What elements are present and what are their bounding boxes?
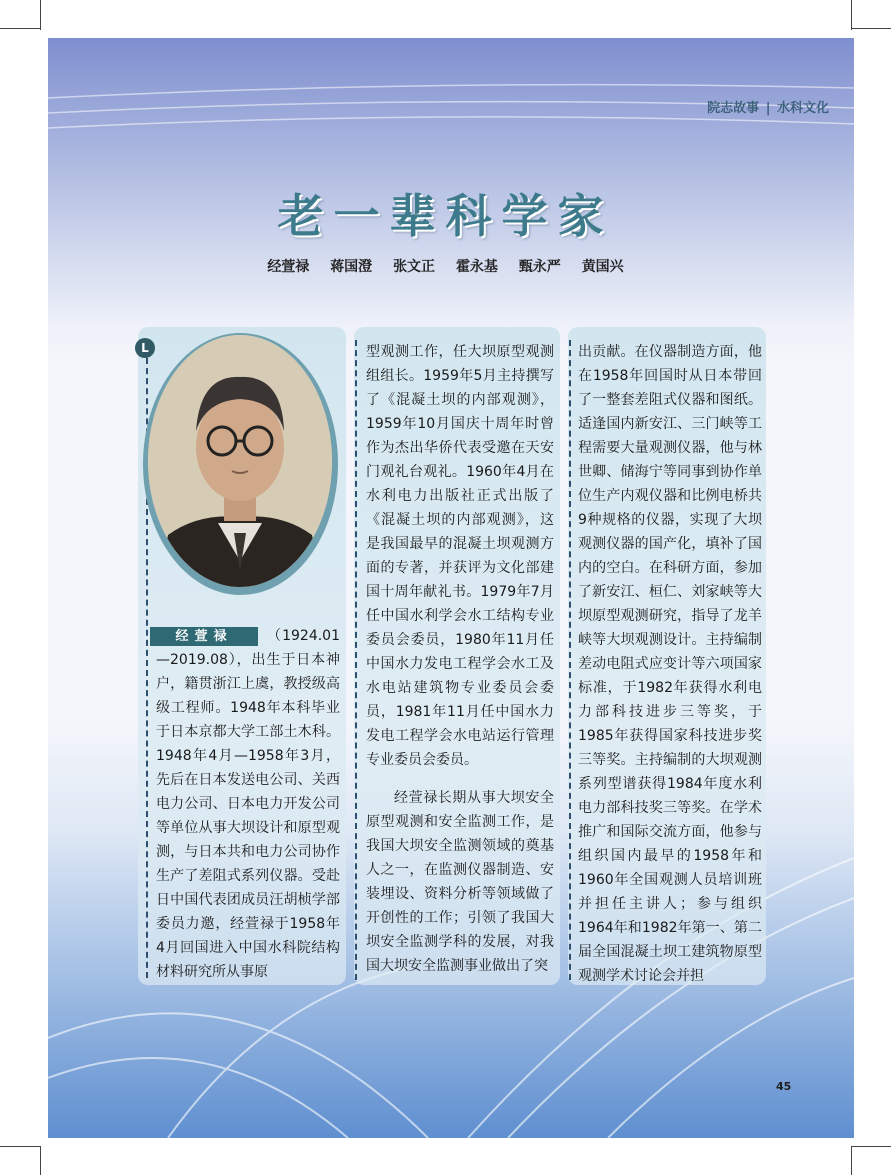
- scientist-name: 黄国兴: [581, 259, 624, 275]
- section-separator: |: [765, 101, 771, 116]
- portrait-photo: [148, 335, 332, 587]
- crop-mark: [0, 28, 40, 29]
- crop-mark: [0, 1146, 40, 1147]
- scientist-names: [0, 256, 891, 276]
- column-middle-text: [366, 340, 554, 978]
- scientist-name: 张文正: [393, 259, 436, 275]
- article-title: 老一辈科学家: [277, 189, 614, 243]
- crop-mark: [851, 28, 891, 29]
- person-name-bar: 经萱禄: [150, 627, 258, 646]
- intro-paragraph: （1924.01—2019.08），出生于日本神户，籍贯浙江上虞，教授级高级工程师。1948年本科毕业于日本京都大学工部土木科。1948年4月—1958年3月，先后在日本发送电公司、关西电力公司、日本电力开发公司等单位从事大坝设计和原型观测，与日本共和电力公司协作生产了差阻式系列仪器。受赴日中国代表团成员汪胡桢学部委员力邀，经萱禄于1958年4月回国进入中国水科院结构材料研究所从事原: [156, 628, 340, 980]
- crop-mark: [40, 1146, 41, 1175]
- crop-mark: [851, 0, 852, 30]
- column-right-text: [578, 340, 762, 988]
- crop-mark: [40, 0, 41, 30]
- section-label-left: 院志故事: [707, 101, 760, 116]
- scientist-name: 霍永基: [455, 259, 498, 275]
- crop-mark: [851, 1146, 891, 1147]
- column-dashed-line: [569, 340, 571, 980]
- paragraph: 出贡献。在仪器制造方面，他在1958年回国时从日本带回了一整套差阻式仪器和图纸。适逢国内新安江、三门峡等工程需要大量观测仪器，他与林世卿、储海宁等同事到协作单位生产内观仪器和比例电桥共9种规格的仪器，实现了大坝观测仪器的国产化，填补了国内的空白。在科研方面，参加了新安江、桓仁、刘家峡等大坝原型观测研究，指导了龙羊峡等大坝观测设计。主持编制差动电阻式应变计等六项国家标准，于1982年获得水利电力部科技进步三等奖，于1985年获得国家科技进步奖三等奖。主持编制的大坝观测系列型谱获得1984年度水利电力部科技奖三等奖。在学术推广和国际交流方面，他参与组织国内最早的1958年和1960年全国观测人员培训班并担任主讲人；参与组织1964年和1982年第一、第二届全国混凝土坝工建筑物原型观测学术讨论会并担: [578, 344, 762, 984]
- section-label: [707, 97, 829, 116]
- column-dashed-line: [355, 340, 357, 980]
- intro-text: [156, 624, 340, 984]
- scientist-name: 蒋国澄: [330, 259, 373, 275]
- scientist-name: 经萱禄: [267, 259, 310, 275]
- paragraph: 型观测工作，任大坝原型观测组组长。1959年5月主持撰写了《混凝土坝的内部观测》，1959年10月国庆十周年时曾作为杰出华侨代表受邀在天安门观礼台观礼。1960年4月在水利电力出版社正式出版了《混凝土坝的内部观测》，这是我国最早的混凝土坝观测方面的专著，并获评为文化部建国十周年献礼书。1979年7月任中国水利学会水工结构专业委员会委员，1980年11月任中国水力发电工程学会水工及水电站建筑物专业委员会委员，1981年11月任中国水力发电工程学会水电站运行管理专业委员会委员。: [366, 344, 554, 768]
- paragraph: 经萱禄长期从事大坝安全原型观测和安全监测工作，是我国大坝安全监测领域的奠基人之一，在监测仪器制造、安装埋设、资料分析等领域做了开创性的工作；引领了我国大坝安全监测学科的发展，对我国大坝安全监测事业做出了突: [366, 790, 554, 974]
- page-number: 45: [776, 1080, 792, 1093]
- section-label-right: 水科文化: [776, 101, 829, 116]
- crop-mark: [851, 1146, 852, 1175]
- scientist-name: 甄永严: [518, 259, 561, 275]
- section-marker-icon: L: [135, 338, 155, 358]
